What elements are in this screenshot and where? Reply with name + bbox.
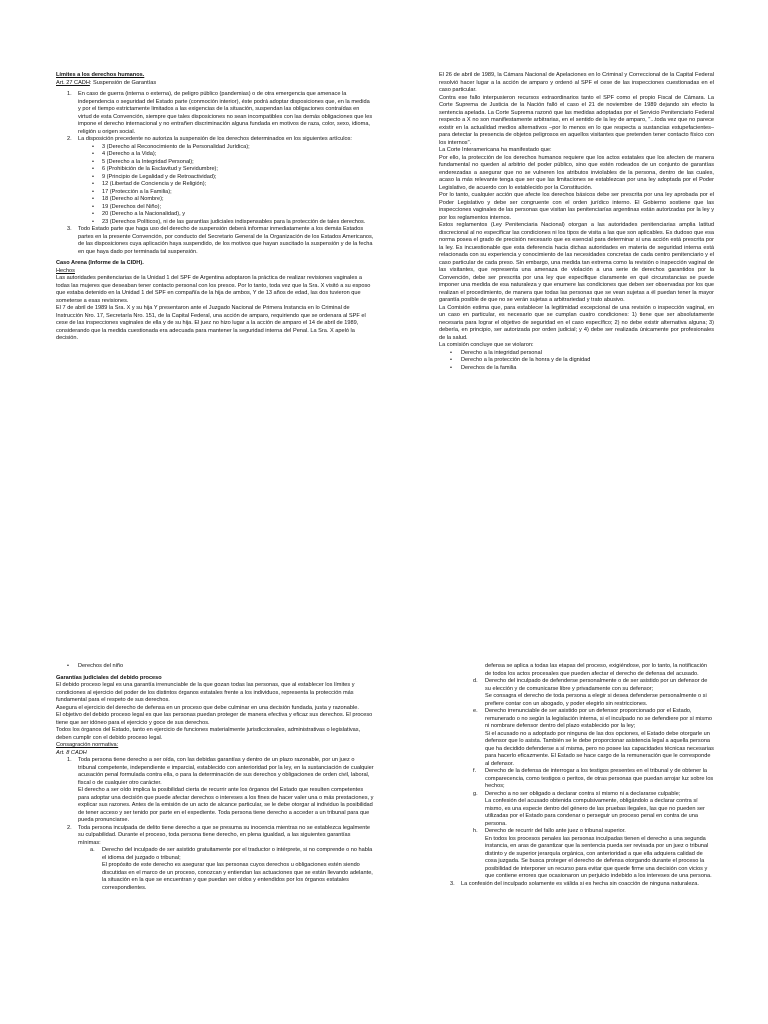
- list-item: • Derechos del niño: [67, 663, 124, 669]
- list-item: 2. La disposición precedente no autoriza la suspensión de los derechos determinados en los siguientes artículos:: [67, 136, 352, 142]
- paragraph: Por ello, la protección de los derechos humanos requiere que los actos estatales que los afecten de manera fundamental no queden al arbitrio del poder público, sino que estén rodeados de un conjunto de garantías enderezadas a asegurar que no se vulneren los atributos inviolables de la persona, dentro de las cuales, acaso la más relevante tenga que ser que las limitaciones se establezcan por una ley adoptada por el Poder Legislativo, de acuerdo con lo establecido por la Constitución.: [439, 154, 714, 191]
- list-item: • 17 (Protección a la Familia);: [92, 188, 172, 195]
- list-item: • 5 (Derecho a la Integridad Personal);: [92, 158, 194, 165]
- list-item: • 4 (Derecho a la Vida);: [92, 151, 157, 157]
- list-item: • 18 (Derecho al Nombre);: [92, 196, 164, 202]
- right-column: [439, 72, 714, 372]
- paragraph: El 7 de abril de 1989 la Sra. X y su hija Y presentaron ante el Juzgado Nacional de Primera Instancia en lo Criminal de Instrucción Nro. 17, Secretaría Nro. 151, de la Capital Federal, una acción de amparo, requiriendo que se ordenara al SPF el cese de las inspecciones vaginales de ella y de su hija. El juez no hizo lugar a la acción de amparo el 14 de abril de 1989, considerando que la medida cuestionada era adecuada para mantener la seguridad interna del Penal. La Sra. X apeló la decisión.: [56, 305, 366, 341]
- list-item: d. Derecho del inculpado de defenderse personalmente o de ser asistido por un defensor de su elección y de comunicarse libre y privadamente con su defensor; Se consagra el derecho de toda persona a elegir si desea defenderse personalmente o si prefiere contar con un abogado, y poder elegirlo sin restricciones.: [473, 678, 708, 707]
- list-item: 3. Todo Estado parte que haga uso del derecho de suspensión deberá informar inmediatamente a los demás Estados partes en la presente Convención, por conducto del Secretario General de la Organización de los Estados Americanos, de las disposiciones cuya aplicación haya suspendido, de los motivos que hayan suscitado la suspensión y de la fecha en que haya dado por terminada tal suspensión.: [67, 226, 374, 255]
- paragraph: El objetivo del debido proceso legal es que las personas puedan proteger de manera efectiva y eficaz sus derechos. El proceso tiene que ser idóneo para el ejercicio y goce de sus derechos.: [56, 712, 373, 726]
- left-column: [56, 72, 374, 343]
- paragraph: La comisión concluye que se violaron:: [439, 342, 534, 348]
- article-ref: Art. 8 CADH: [56, 749, 87, 756]
- list-item: 3. La confesión del inculpado solamente es válida si es hecha sin coacción de ninguna naturaleza.: [450, 880, 699, 887]
- list-item: • 23 (Derechos Políticos), ni de las garantías judiciales indispensables para la protección de tales derechos.: [92, 218, 366, 225]
- paragraph: Asegura el ejercicio del derecho de defensa en un proceso que debe culminar en una decisión fundada, justa y razonable.: [56, 704, 359, 711]
- paragraph: Por lo tanto, cualquier acción que afecte los derechos básicos debe ser prescrita por una ley aprobada por el Poder Legislativo y debe ser congruente con el orden jurídico interno. El Gobierno sostiene que las inspecciones vaginales de las personas que visitan las penitenciarías argentinas están autorizadas por la ley y por los reglamentos internos.: [439, 192, 714, 221]
- list-item: defensa se aplica a todas las etapas del proceso, exigiéndose, por lo tanto, la notificación de todos los actos procesales que pueden afectar el derecho de defensa del acusado.: [485, 663, 708, 677]
- list-item: h. Derecho de recurrir del fallo ante juez o tribunal superior. En todos los procesos penales las personas inculpadas tienen el derecho a una segunda instancia, en aras de garantizar que la sentencia pueda ser revisada por un juez o tribunal distinto y de superior jerarquía orgánica, con anterioridad a que ella adquiera calidad de cosa juzgada. Se busca proteger el derecho de defensa otorgando durante el proceso la posibilidad de interponer un recurso para evitar que quede firme una decisión con vicios y que contiene errores que ocasionaron un perjuicio indebido a los intereses de una persona.: [473, 828, 712, 879]
- paragraph: Contra ese fallo interpusieron recursos extraordinarios tanto el SPF como el propio Fiscal de Cámara. La Corte Suprema de Justicia de la Nación falló el caso el 21 de noviembre de 1989 dejando sin efecto la sentencia apelada. La Corte Suprema razonó que las medidas adoptadas por el Servicio Penitenciario Federal respecto a X no son manifiestamente arbitrarias, en el sentido de la ley de amparo, "...toda vez que no parece existir en la actualidad medios alternativos –por lo menos en lo que respecta a sustancias estupefacientes– para detectar la presencia de objetos peligrosos en aquellos visitantes que pretenden tener contacto físico con los internos".: [439, 94, 714, 146]
- paragraph: Las autoridades penitenciarias de la Unidad 1 del SPF de Argentina adoptaron la práctica de realizar revisiones vaginales a todas las mujeres que deseaban tener contacto personal con los presos. Por lo tanto, toda vez que la Sra. X visitó a su esposo que estaba detenido en la Unidad 1 del SPF en compañía de la hija de ambos, Y de 13 años de edad, las dos tuvieron que someterse a esas revisiones.: [56, 275, 371, 304]
- subheading: Consagración normativa:: [56, 742, 119, 748]
- list-item: • Derecho a la protección de la honra y de la dignidad: [450, 357, 591, 363]
- case-title: Caso Arena (Informe de la CIDH).: [56, 260, 144, 266]
- article-subtitle: : Suspensión de Garantías: [89, 79, 157, 86]
- list-item: f. Derecho de la defensa de interrogar a los testigos presentes en el tribunal y de obtener la comparecencia, como testigos o peritos, de otras personas que puedan arrojar luz sobre los hechos;: [473, 768, 714, 789]
- list-item: • 19 (Derechos del Niño);: [92, 203, 162, 210]
- list-item: • 3 (Derecho al Reconocimiento de la Personalidad Jurídica);: [92, 143, 250, 150]
- list-item: g. Derecho a no ser obligado a declarar contra sí mismo ni a declararse culpable; La confesión del acusado obtenida compulsivamente, obligándolo a declarar contra sí mismo, es una especie dentro del género de las pruebas ilegales, las que no pueden ser utilizadas por el Estado para condenar o perseguir un proceso penal en contra de una persona.: [473, 790, 705, 827]
- article-ref: Art. 27 CADH: [56, 79, 90, 86]
- document-page-2: [0, 512, 768, 1024]
- section-title: Garantías judiciales del debido proceso: [56, 674, 162, 681]
- paragraph: Todos los órganos del Estado, tanto en ejercicio de funciones materialmente jurisdiccionales, administrativas o legislativas, deben cumplir con el debido proceso legal.: [56, 727, 361, 741]
- list-item: 2. Toda persona inculpada de delito tiene derecho a que se presuma su inocencia mientras no se establezca legalmente su culpabilidad. Durante el proceso, toda persona tiene derecho, en plena igualdad, a las siguientes garantías mínimas:: [67, 824, 370, 846]
- paragraph: La Comisión estima que, para establecer la legitimidad excepcional de una revisión o inspección vaginal, en un caso en particular, es necesario que se cumplan cuatro condiciones: 1) tiene que ser absolutamente necesaria para lograr el objetivo de seguridad en el caso específico; 2) no debe existir alternativa alguna; 3) debería, en principio, ser autorizada por orden judicial; y 4) debe ser realizada únicamente por profesionales de la salud.: [439, 304, 714, 341]
- list-item: • 6 (Prohibición de la Esclavitud y Servidumbre);: [92, 166, 218, 172]
- subheading: Hechos: [56, 267, 75, 274]
- list-item: e. Derecho irrenunciable de ser asistido por un defensor proporcionado por el Estado, remunerado o no según la legislación interna, si el inculpado no se defendiere por sí mismo ni nombrare defensor dentro del plazo establecido por la ley; Si el acusado no a adoptado por ninguna de las dos opciones, el Estado debe otorgarle un defensor que lo asista. También se le debe proporcionar asistencia legal a aquella persona que ha decidido defenderse a sí misma, pero no posee las capacidades técnicas necesarias para hacerlo eficazmente. El Estado se hace cargo de la remuneración que le corresponde al defensor.: [473, 708, 714, 767]
- list-item: • Derechos de la familia: [450, 364, 517, 371]
- paragraph: La Corte Interamericana ha manifestado que:: [439, 147, 552, 153]
- list-item: • 12 (Libertad de Conciencia y de Religión);: [92, 181, 207, 187]
- list-item: 1. En caso de guerra (interna o externa), de peligro público (pandemias) o de otra emergencia que amenace la independencia o seguridad del Estado parte (conmoción interior), éste podrá adoptar disposiciones que, en la medida y por el tiempo estrictamente limitados a las exigencias de la situación, suspendan las obligaciones contraídas en virtud de esta Convención, siempre que tales disposiciones no sean incompatibles con las demás obligaciones que les impone el derecho internacional y no entrañen discriminación alguna fundada en motivos de raza, color, sexo, idioma, religión u origen social.: [67, 91, 373, 135]
- list-item: • 20 (Derecho a la Nacionalidad), y: [92, 211, 186, 217]
- list-item: 1. Toda persona tiene derecho a ser oída, con las debidas garantías y dentro de un plazo razonable, por un juez o tribunal competente, independiente e imparcial, establecido con anterioridad por la ley, en la sustanciación de cualquier acusación penal formulada contra ella, o para la determinación de sus derechos y obligaciones de orden civil, laboral, fiscal o de cualquier otro carácter. El derecho a ser oído implica la posibilidad cierta de recurrir ante los órganos del Estado que resulten competentes para adoptar una decisión que puede afectar derechos o intereses a los fines de hacer valer una o más prestaciones, y explicar sus razones. Antes de la emisión de un acto de alcance particular, se le debe otorgar al individuo la posibilidad de tener acceso y ser tenido por parte en el expediente. Toda persona tiene derecho a acceder a un tribunal para que pueda pronunciarse.: [67, 757, 374, 823]
- list-item: • 9 (Principio de Legalidad y de Retroactividad);: [92, 173, 217, 180]
- paragraph: El debido proceso legal es una garantía irrenunciable de la que gozan todas las personas, que al establecer los límites y condiciones al ejercicio del poder de los distintos órganos estatales frente a los individuos, representa la protección más fundamental para el respeto de sus derechos.: [56, 682, 355, 703]
- list-item: • Derecho a la integridad personal: [450, 349, 542, 356]
- list-item: a. Derecho del inculpado de ser asistido gratuitamente por el traductor o intérprete, si no comprende o no habla el idioma del juzgado o tribunal; El propósito de este derecho es asegurar que las personas cuyos derechos u obligaciones estén siendo discutidas en el marco de un proceso, conozcan y entiendan las actuaciones que se están llevando adelante, la situación en la que se encuentran y que puedan ser oídos y entendidos por los órganos estatales correspondientes.: [90, 847, 373, 891]
- section-title: Límites a los derechos humanos.: [56, 72, 145, 78]
- paragraph: Estos reglamentos (Ley Penitenciaria Nacional) otorgan a las autoridades penitenciarias amplia latitud discrecional al no especificar las condiciones ni los tipos de visita a las que son aplicables. Es dudoso que esa norma posea el grado de precisión necesario que es esencial para determinar si una acción está prescrita por la ley. Es incuestionable que esta deferencia hacia dichas autoridades en materia de seguridad interna está relacionada con su experiencia y conocimiento de las necesidades concretas de cada centro penitenciario y el caso particular de cada preso. Sin embargo, una medida tan extrema como la revisión o inspección vaginal de las visitantes, que representa una amenaza de violación a una serie de derechos garantidos por la Convención, debe ser prescrita por una ley que especifique claramente en qué circunstancias se puede imponer una medida de esa naturaleza y que enumere las condiciones que deben ser observadas por los que realizan el procedimiento, de manera que todas las personas que se vean sujetas a él puedan tener la mayor garantía posible de que no se verán sujetas a arbitrariedad y trato abusivo.: [439, 222, 714, 303]
- paragraph: El 26 de abril de 1989, la Cámara Nacional de Apelaciones en lo Criminal y Correccional de la Capital Federal resolvió hacer lugar a la acción de amparo y ordenó al SPF el cese de las inspecciones cuestionadas en el caso particular.: [439, 72, 714, 93]
- left-column: [56, 663, 374, 892]
- right-column: [439, 663, 714, 888]
